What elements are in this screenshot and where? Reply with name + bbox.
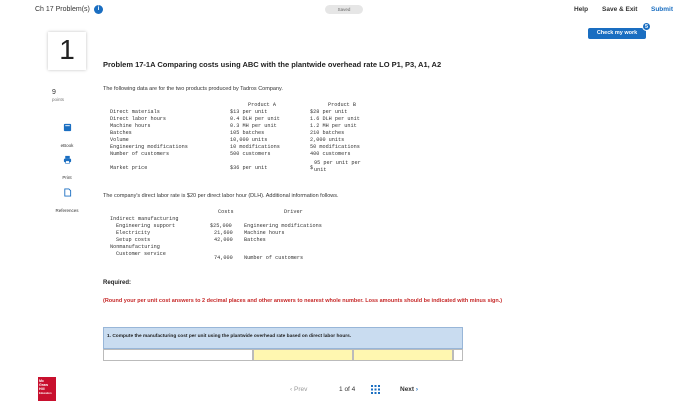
answer-spacer-cell <box>453 349 463 361</box>
cost-row-label: Engineering support <box>116 223 176 229</box>
check-attempts-badge: 5 <box>642 22 651 31</box>
save-exit-button[interactable]: Save & Exit <box>602 6 638 13</box>
cost-row-driver: Batches <box>244 237 266 243</box>
cost-row-amount: 42,000 <box>214 237 233 243</box>
prev-button[interactable] <box>290 386 307 393</box>
market-price-label: Market price <box>110 165 148 171</box>
answer-row <box>103 349 463 361</box>
row-value-a: 10,000 units <box>230 137 268 143</box>
row-label: Engineering modifications <box>110 144 188 150</box>
row-value-a: 0.3 MH per unit <box>230 123 277 129</box>
answer-label-cell <box>103 349 253 361</box>
saved-status: Saved <box>325 5 363 14</box>
row-value-b: 1.2 MH per unit <box>310 123 357 129</box>
intro-text: The following data are for the two products produced by Tadros Company. <box>103 86 283 92</box>
row-value-b: 210 batches <box>310 130 345 136</box>
cost-row-driver: Number of customers <box>244 255 304 261</box>
cost-row-amount: $25,000 <box>210 223 232 229</box>
book-icon <box>63 123 72 132</box>
next-button[interactable] <box>400 386 418 393</box>
cost-header-costs: Costs <box>218 209 234 215</box>
row-value-a: 0.4 DLH per unit <box>230 116 280 122</box>
row-value-a: 10 modifications <box>230 144 280 150</box>
chevron-left-icon: ‹ <box>290 386 293 393</box>
references-label: References <box>55 208 79 213</box>
row-value-a: $13 per unit <box>230 109 268 115</box>
top-bar <box>0 0 700 22</box>
question-number: 1 <box>59 34 75 65</box>
header-product-a: Product A <box>248 102 277 108</box>
rate-text: The company's direct labor rate is $20 per direct labor hour (DLH). Additional information follows. <box>103 193 339 199</box>
market-price-b-line1: 95 per unit per <box>314 160 361 166</box>
answer-input-product-b[interactable] <box>353 349 453 361</box>
cost-row-driver: Engineering modifications <box>244 223 322 229</box>
cost-header-driver: Driver <box>284 209 303 215</box>
question-number-card <box>48 32 86 70</box>
row-value-b: 400 customers <box>310 151 351 157</box>
market-price-b-line2: unit <box>314 167 327 173</box>
page-indicator <box>339 386 355 393</box>
print-label: Print <box>62 175 72 180</box>
mcgraw-hill-logo <box>38 377 56 401</box>
problem-title: Problem 17-1A Comparing costs using ABC with the plantwide overhead rate LO P1, P3, A1, A2 <box>103 60 442 69</box>
current-page: 1 <box>339 386 343 393</box>
references-button[interactable] <box>52 188 82 217</box>
cost-row-label: Customer service <box>116 251 166 257</box>
row-value-b: 50 modifications <box>310 144 360 150</box>
question-grid-icon[interactable] <box>371 385 380 394</box>
help-link[interactable]: Help <box>574 6 589 13</box>
check-my-work-button[interactable]: Check my work <box>588 28 646 39</box>
cost-row-label: Setup costs <box>116 237 151 243</box>
points-label: points <box>52 97 65 102</box>
ebook-label: eBook <box>60 143 74 148</box>
cost-row-label: Electricity <box>116 230 151 236</box>
row-value-b: 2,000 units <box>310 137 345 143</box>
cost-row-amount: 21,600 <box>214 230 233 236</box>
row-value-b: $28 per unit <box>310 109 348 115</box>
row-label: Direct materials <box>110 109 160 115</box>
logo-line: Hill <box>39 387 45 392</box>
ebook-button[interactable] <box>52 123 82 152</box>
points-value: 9 <box>52 89 56 96</box>
logo-line: Mc <box>39 379 44 383</box>
submit-button[interactable]: Submit <box>651 6 674 13</box>
row-label: Batches <box>110 130 132 136</box>
prev-label: Prev <box>293 386 308 393</box>
row-value-b: 1.6 DLH per unit <box>310 116 360 122</box>
requirement-1-header <box>103 327 463 349</box>
document-icon <box>63 188 72 197</box>
market-price-a: $36 per unit <box>230 165 268 171</box>
info-icon[interactable]: i <box>94 5 103 14</box>
logo-line: Education <box>39 391 52 395</box>
header-product-b: Product B <box>328 102 357 108</box>
market-price-b-prefix: $ <box>310 165 314 171</box>
row-label: Volume <box>110 137 129 143</box>
print-button[interactable] <box>52 155 82 184</box>
row-label: Number of customers <box>110 151 170 157</box>
row-value-a: 500 customers <box>230 151 271 157</box>
cost-row-driver: Machine hours <box>244 230 285 236</box>
next-label: Next <box>400 386 415 393</box>
cost-row-label: Indirect manufacturing <box>110 216 179 222</box>
row-label: Machine hours <box>110 123 151 129</box>
assignment-title: Ch 17 Problem(s) <box>35 6 90 13</box>
requirement-1-text: 1. Compute the manufacturing cost per unit using the plantwide overhead rate based on direct labor hours. <box>107 334 352 339</box>
chevron-right-icon: › <box>415 386 419 393</box>
required-label: Required: <box>103 280 132 286</box>
cost-row-amount: 74,000 <box>214 255 233 261</box>
total-pages: 4 <box>351 386 356 393</box>
row-label: Direct labor hours <box>110 116 167 122</box>
cost-row-label: Nonmanufacturing <box>110 244 160 250</box>
rounding-instructions: (Round your per unit cost answers to 2 decimal places and other answers to nearest whole number. Loss amounts should be indicated with minus sign.) <box>103 298 503 304</box>
row-value-a: 105 batches <box>230 130 265 136</box>
printer-icon <box>63 155 72 164</box>
logo-line: Graw <box>39 383 48 388</box>
of-label: of <box>344 386 350 393</box>
answer-input-product-a[interactable] <box>253 349 353 361</box>
